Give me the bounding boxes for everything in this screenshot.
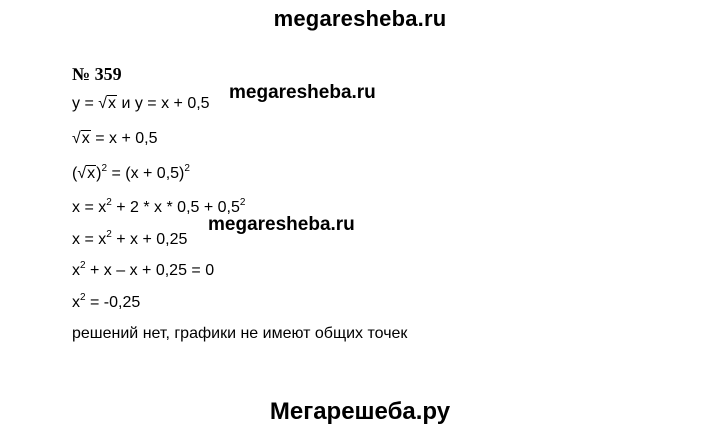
radicand: x	[87, 165, 96, 182]
square-root	[98, 95, 117, 113]
square-root	[72, 130, 91, 148]
site-watermark-top: megaresheba.ru	[273, 6, 447, 31]
problem-number: № 359	[72, 64, 122, 84]
square-root	[77, 165, 96, 183]
equation-text: + x + 0,25	[111, 231, 188, 248]
equation-text: = x + 0,5	[90, 130, 158, 147]
equation-text: (	[72, 165, 78, 182]
equation-text: y =	[72, 95, 99, 112]
radical-sign: √	[72, 130, 81, 147]
equation-line-1	[72, 95, 210, 113]
inline-watermark: megaresheba.ru	[229, 82, 376, 103]
equation-line-2	[72, 130, 158, 148]
conclusion-text: решений нет, графики не имеют общих точек	[72, 325, 408, 342]
equation-line-7	[72, 294, 140, 312]
exponent: 2	[239, 197, 246, 208]
equation-text: + x – x + 0,25 = 0	[85, 262, 215, 279]
radical-sign: √	[77, 165, 87, 182]
exponent: 2	[184, 163, 190, 174]
exponent: 2	[80, 260, 86, 271]
equation-text: и y = x + 0,5	[117, 95, 210, 112]
equation-line-5	[72, 231, 187, 249]
radicand: x	[108, 95, 117, 112]
exponent: 2	[106, 197, 112, 208]
equation-text: = -0,25	[85, 294, 141, 311]
equation-text: )	[96, 165, 102, 182]
equation-line-6	[72, 262, 214, 280]
radicand: x	[81, 130, 90, 147]
exponent: 2	[101, 163, 107, 174]
equation-text: = (x + 0,5)	[107, 165, 185, 182]
exponent: 2	[80, 292, 86, 303]
exponent: 2	[106, 229, 112, 240]
site-watermark-bottom: Мегарешеба.ру	[269, 398, 451, 425]
equation-text: x	[72, 294, 80, 311]
equation-text: x	[72, 262, 80, 279]
radical-sign: √	[98, 95, 108, 112]
equation-text: x = x	[72, 199, 107, 216]
inline-watermark: megaresheba.ru	[208, 214, 355, 235]
equation-text: x = x	[72, 231, 107, 248]
equation-text: + 2 * x * 0,5 + 0,5	[111, 199, 240, 216]
equation-line-3	[72, 165, 190, 183]
